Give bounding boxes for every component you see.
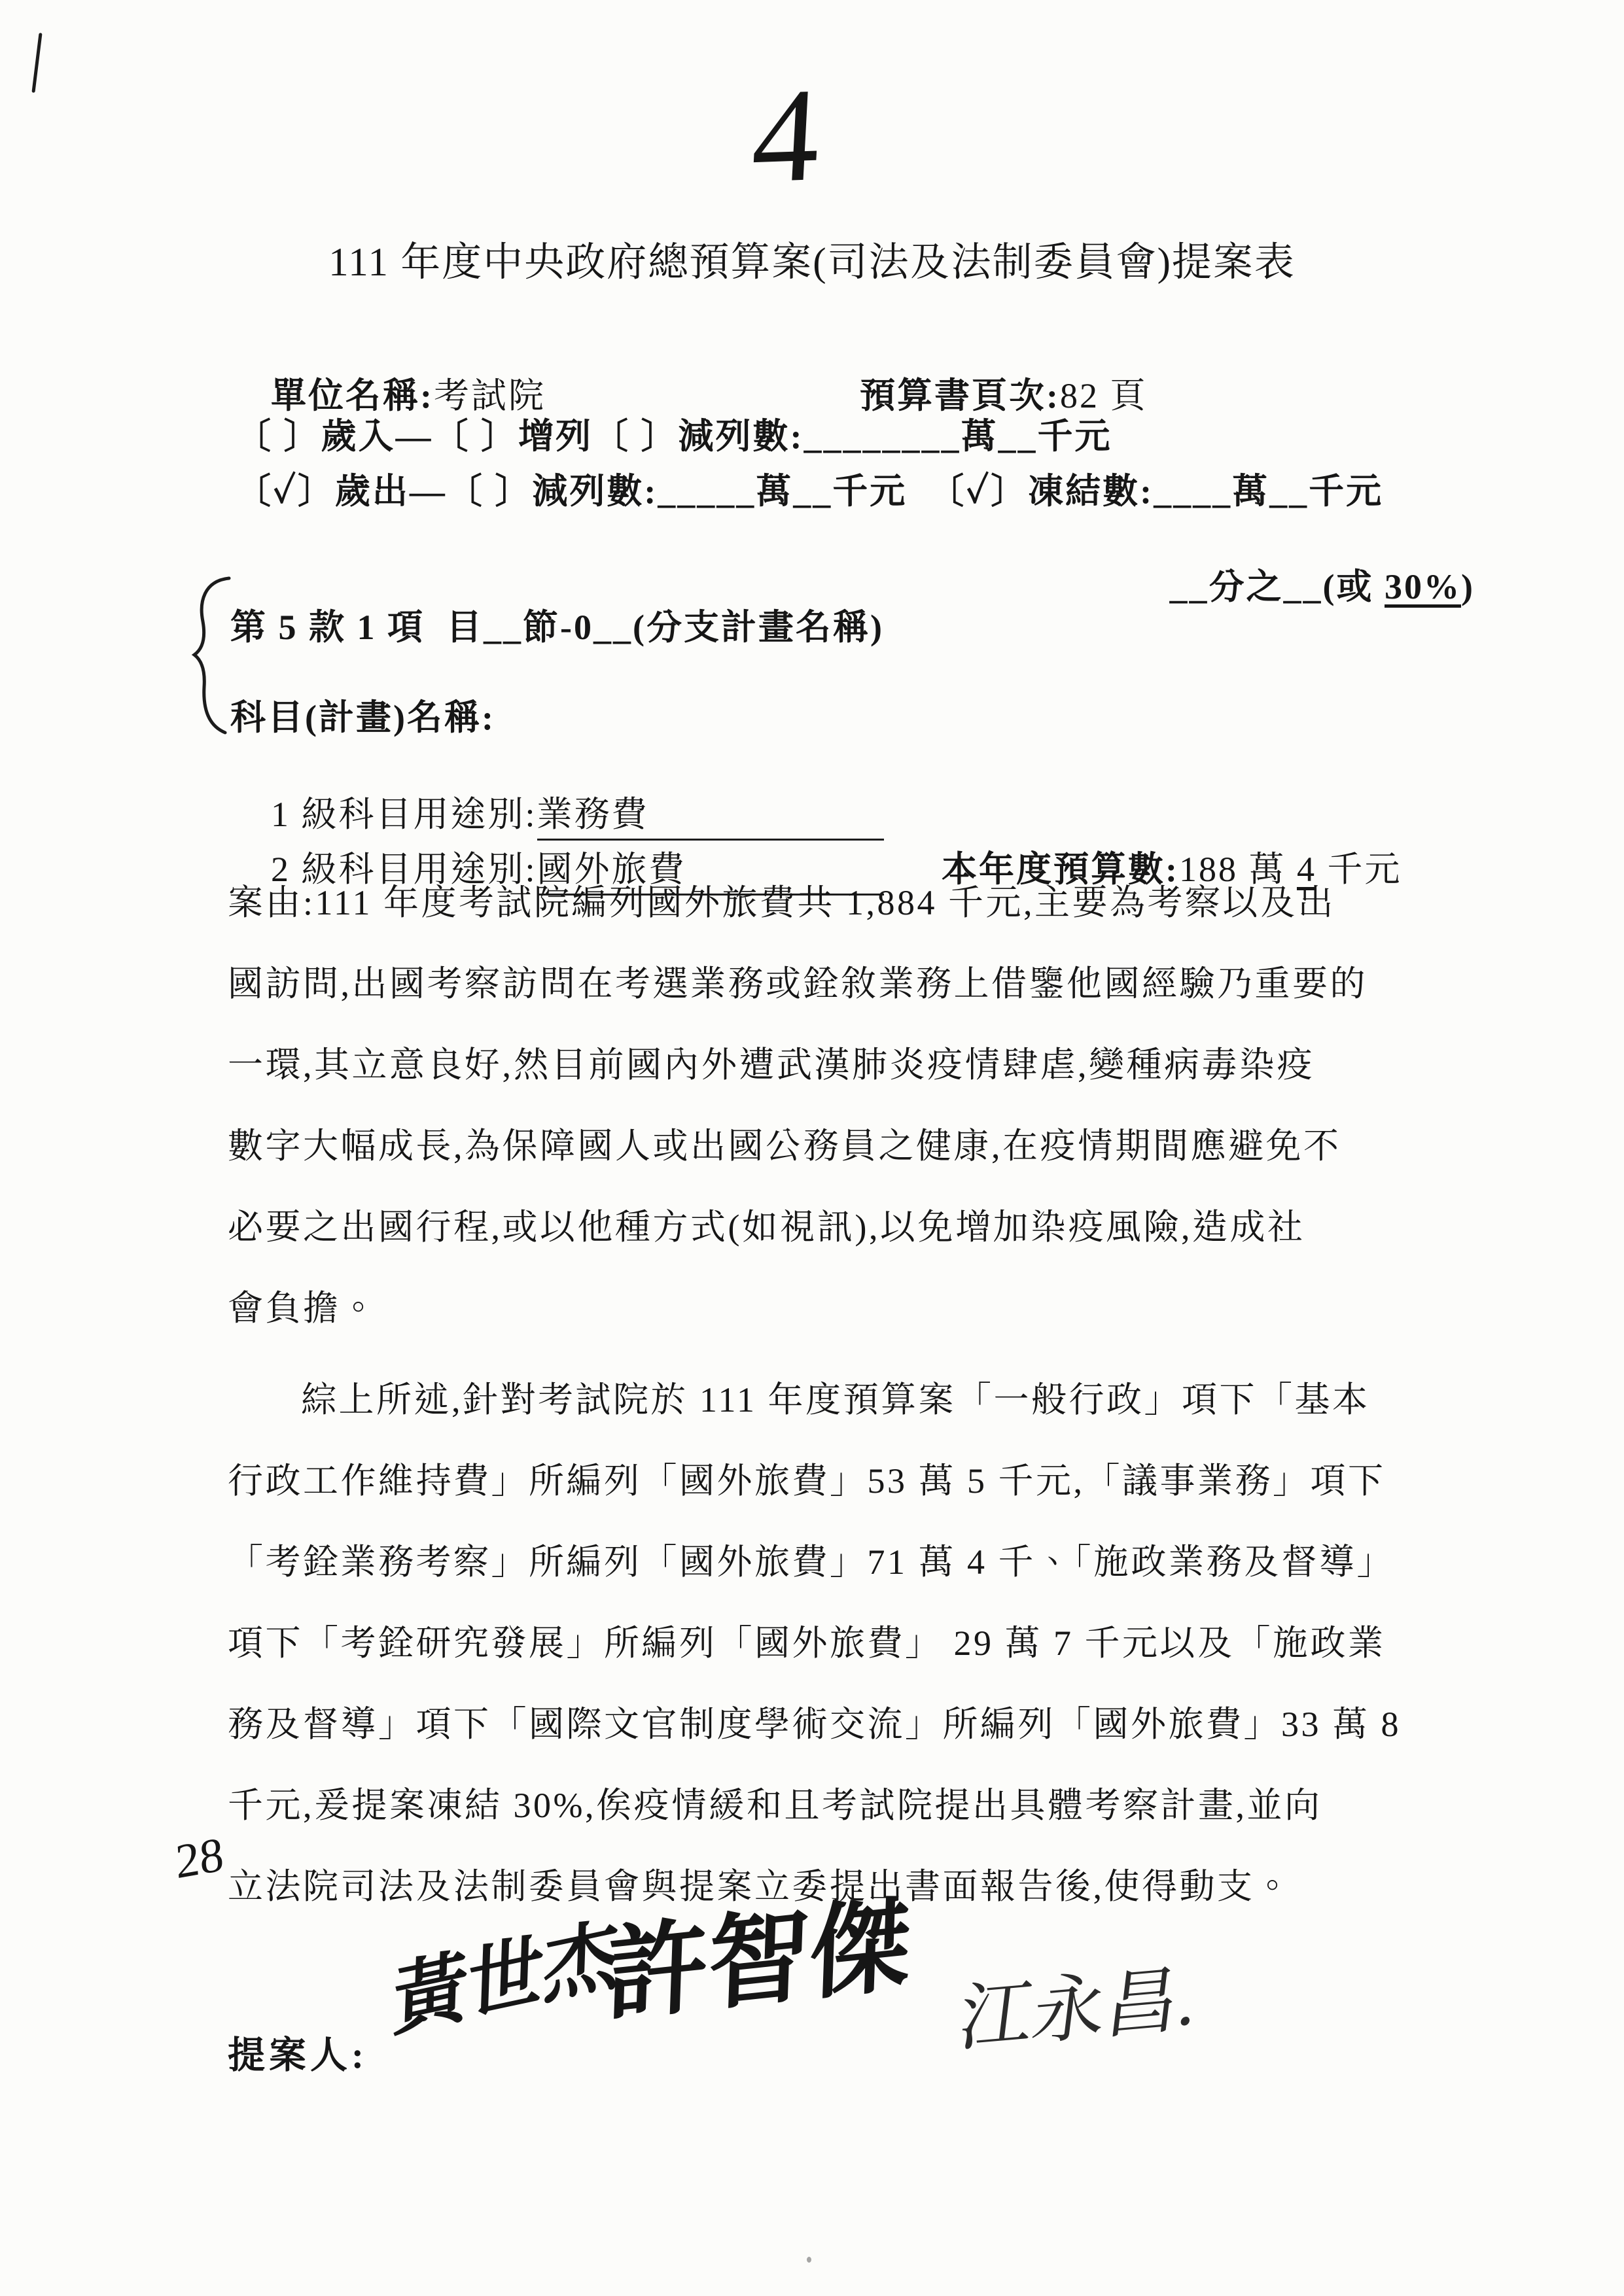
body-line: 千元,爰提案凍結 30%,俟疫情緩和且考試院提出具體考察計畫,並向 [228, 1786, 1322, 1825]
freeze-fraction-line [1127, 518, 1475, 650]
signature-1: 黃世杰 [391, 1910, 621, 2047]
level1-category-value: 業務費 [537, 786, 884, 841]
signature-2: 許智傑 [605, 1887, 913, 2034]
body-line: 立法院司法及法制委員會與提案立委提出書面報告後,使得動支。 [228, 1867, 1292, 1906]
fraction-prefix: __分之__(或 [1169, 567, 1385, 606]
scan-artifact-speck [807, 2257, 811, 2263]
body-line: 綜上所述,針對考試院於 111 年度預算案「一般行政」項下「基本 [301, 1380, 1370, 1419]
expenditure-checkbox-line: 〔✓〕歲出—〔 〕減列數:_____萬__千元 〔✓〕凍結數:____萬__千元 [236, 472, 1384, 511]
freeze-percentage: 30% [1385, 567, 1462, 606]
budget-book-page-label: 預算書頁次: [860, 376, 1060, 415]
body-line: 必要之出國行程,或以他種方式(如視訊),以免增加染疫風險,造成社 [228, 1208, 1305, 1247]
revenue-checkbox-line: 〔 〕歲入—〔 〕增列〔 〕減列數:________萬__千元 [236, 417, 1112, 456]
subject-name-label: 科目(計畫)名稱: [230, 698, 495, 737]
signature-3: 江永昌. [954, 1958, 1203, 2061]
document-title: 111 年度中央政府總預算案(司法及法制委員會)提案表 [328, 241, 1296, 285]
body-line: 國訪問,出國考察訪問在考選業務或銓敘業務上借鑒他國經驗乃重要的 [228, 964, 1368, 1003]
body-line: 務及督導」項下「國際文官制度學術交流」所編列「國外旅費」33 萬 8 [228, 1705, 1401, 1744]
handwritten-margin-number: 28 [173, 1827, 226, 1890]
body-line: 一環,其立意良好,然目前國內外遭武漢肺炎疫情肆虐,變種病毒染疫 [228, 1045, 1315, 1085]
clause-item-line: 第 5 款 1 項 目__節-0__(分支計畫名稱) [230, 608, 884, 647]
unit-name-value: 考試院 [433, 376, 546, 415]
unit-name-label: 單位名稱: [271, 376, 434, 415]
body-line: 案由:111 年度考試院編列國外旅費共 1,884 千元,主要為考察以及出 [228, 883, 1335, 922]
body-line: 項下「考銓研究發展」所編列「國外旅費」 29 萬 7 千元以及「施政業 [228, 1624, 1386, 1663]
body-line: 會負擔。 [228, 1289, 378, 1328]
case-body [228, 862, 1445, 1927]
annual-budget-amount-underlined: 4 [1296, 850, 1316, 889]
body-line: 數字大幅成長,為保障國人或出國公務員之健康,在疫情期間應避免不 [228, 1126, 1341, 1166]
annual-budget-amount-suffix: 千元 [1316, 850, 1402, 889]
level1-category-label: 1 級科目用途別: [271, 795, 537, 834]
corner-pen-mark [31, 33, 42, 93]
level2-category-value: 國外旅費 [537, 841, 884, 896]
level2-category-label: 2 級科目用途別: [271, 850, 537, 889]
budget-book-page-value: 82 頁 [1059, 376, 1148, 415]
proposer-label: 提案人: [228, 2035, 368, 2076]
annual-budget-amount-prefix: 188 萬 [1178, 850, 1297, 889]
handwritten-page-number: 4 [748, 60, 824, 211]
body-line: 行政工作維持費」所編列「國外旅費」53 萬 5 千元,「議事業務」項下 [228, 1461, 1386, 1501]
body-line: 「考銓業務考察」所編列「國外旅費」71 萬 4 千、「施政業務及督導」 [228, 1542, 1394, 1582]
fraction-suffix: ) [1461, 567, 1475, 606]
annual-budget-label: 本年度預算數: [942, 850, 1179, 889]
